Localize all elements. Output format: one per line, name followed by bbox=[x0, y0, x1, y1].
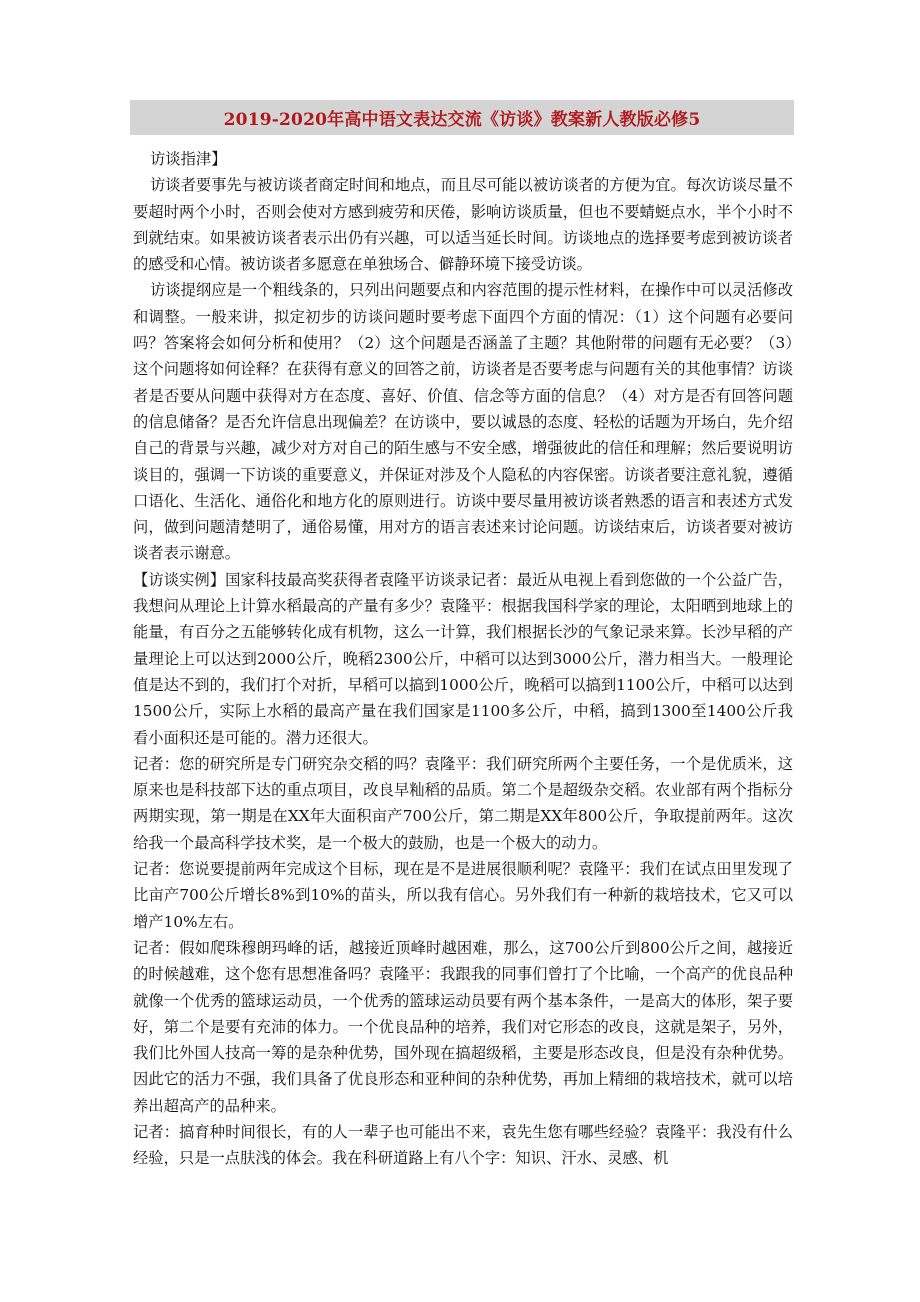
title-bar bbox=[130, 100, 794, 135]
paragraph: 记者：假如爬珠穆朗玛峰的话，越接近顶峰时越困难，那么，这700公斤到800公斤之间，越接近的时候越难，这个您有思想准备吗？袁隆平：我跟我的同事们曾打了个比喻，一个高产的优良品种就像一个优秀的篮球运动员，一个优秀的篮球运动员要有两个基本条件，一是高大的体形，架子要好，第二个是要有充沛的体力。一个优良品种的培养，我们对它形态的改良，这就是架子，另外，我们比外国人技高一筹的是杂种优势，国外现在搞超级稻，主要是形态改良，但是没有杂种优势。因此它的活力不强，我们具备了优良形态和亚种间的杂种优势，再加上精细的栽培技术，就可以培养出超高产的品种来。 bbox=[133, 938, 793, 1115]
paragraph: 访谈提纲应是一个粗线条的，只列出问题要点和内容范围的提示性材料，在操作中可以灵活修改和调整。一般来讲，拟定初步的访谈问题时要考虑下面四个方面的情况：（1）这个问题有必要问吗？答案将会如何分析和使用？（2）这个问题是否涵盖了主题？其他附带的问题有无必要？（3）这个问题将如何诠释？在获得有意义的回答之前，访谈者是否要考虑与问题有关的其他事情？访谈者是否要从问题中获得对方在态度、喜好、价值、信念等方面的信息？（4）对方是否有回答问题的信息储备？是否允许信息出现偏差？在访谈中，要以诚恳的态度、轻松的话题为开场白，先介绍自己的背景与兴趣，减少对方对自己的陌生感与不安全感，增强彼此的信任和理解；然后要说明访谈目的，强调一下访谈的重要意义，并保证对涉及个人隐私的内容保密。访谈者要注意礼貌，遵循口语化、生活化、通俗化和地方化的原则进行。访谈中要尽量用被访谈者熟悉的语言和表述方式发问，做到问题清楚明了，通俗易懂，用对方的语言表述来讨论问题。访谈结束后，访谈者要对被访谈者表示谢意。 bbox=[133, 281, 793, 563]
document-body bbox=[133, 146, 793, 1172]
paragraph: 记者：您的研究所是专门研究杂交稻的吗？袁隆平：我们研究所两个主要任务，一个是优质米，这原来也是科技部下达的重点项目，改良早籼稻的品质。第二个是超级杂交稻。农业部有两个指标分两期实现，第一期是在XX年大面积亩产700公斤，第二期是XX年800公斤，争取提前两年。这次给我一个最高科学技术奖，是一个极大的鼓励，也是一个极大的动力。 bbox=[133, 754, 793, 852]
section-heading-guide: 访谈指津】 bbox=[150, 150, 227, 168]
paragraph: 记者：您说要提前两年完成这个目标，现在是不是进展很顺利呢？袁隆平：我们在试点田里发现了比亩产700公斤增长8%到10%的苗头，所以我有信心。另外我们有一种新的栽培技术，它又可以增产10%左右。 bbox=[133, 860, 793, 931]
paragraph-interview-example: 【访谈实例】国家科技最高奖获得者袁隆平访谈录记者：最近从电视上看到您做的一个公益广告，我想问从理论上计算水稻最高的产量有多少？袁隆平：根据我国科学家的理论，太阳晒到地球上的能量，有百分之五能够转化成有机物，这么一计算，我们根据长沙的气象记录来算。长沙早稻的产量理论上可以达到2000公斤，晚稻2300公斤，中稻可以达到3000公斤，潜力相当大。一般理论值是达不到的，我们打个对折，早稻可以搞到1000公斤，晚稻可以搞到1100公斤，中稻可以达到1500公斤，实际上水稻的最高产量在我们国家是1100多公斤，中稻，搞到1300至1400公斤我看小面积还是可能的。潜力还很大。 bbox=[133, 570, 793, 747]
paragraph: 记者：搞育种时间很长，有的人一辈子也可能出不来，袁先生您有哪些经验？袁隆平：我没有什么经验，只是一点肤浅的体会。我在科研道路上有八个字：知识、汗水、灵感、机 bbox=[133, 1122, 793, 1168]
document-title: 2019-2020年高中语文表达交流《访谈》教案新人教版必修5 bbox=[223, 110, 701, 130]
paragraph: 访谈者要事先与被访谈者商定时间和地点，而且尽可能以被访谈者的方便为宜。每次访谈尽量不要超时两个小时，否则会使对方感到疲劳和厌倦，影响访谈质量，但也不要蜻蜓点水，半个小时不到就结束。如果被访谈者表示出仍有兴趣，可以适当延长时间。访谈地点的选择要考虑到被访谈者的感受和心情。被访谈者多愿意在单独场合、僻静环境下接受访谈。 bbox=[133, 176, 793, 274]
